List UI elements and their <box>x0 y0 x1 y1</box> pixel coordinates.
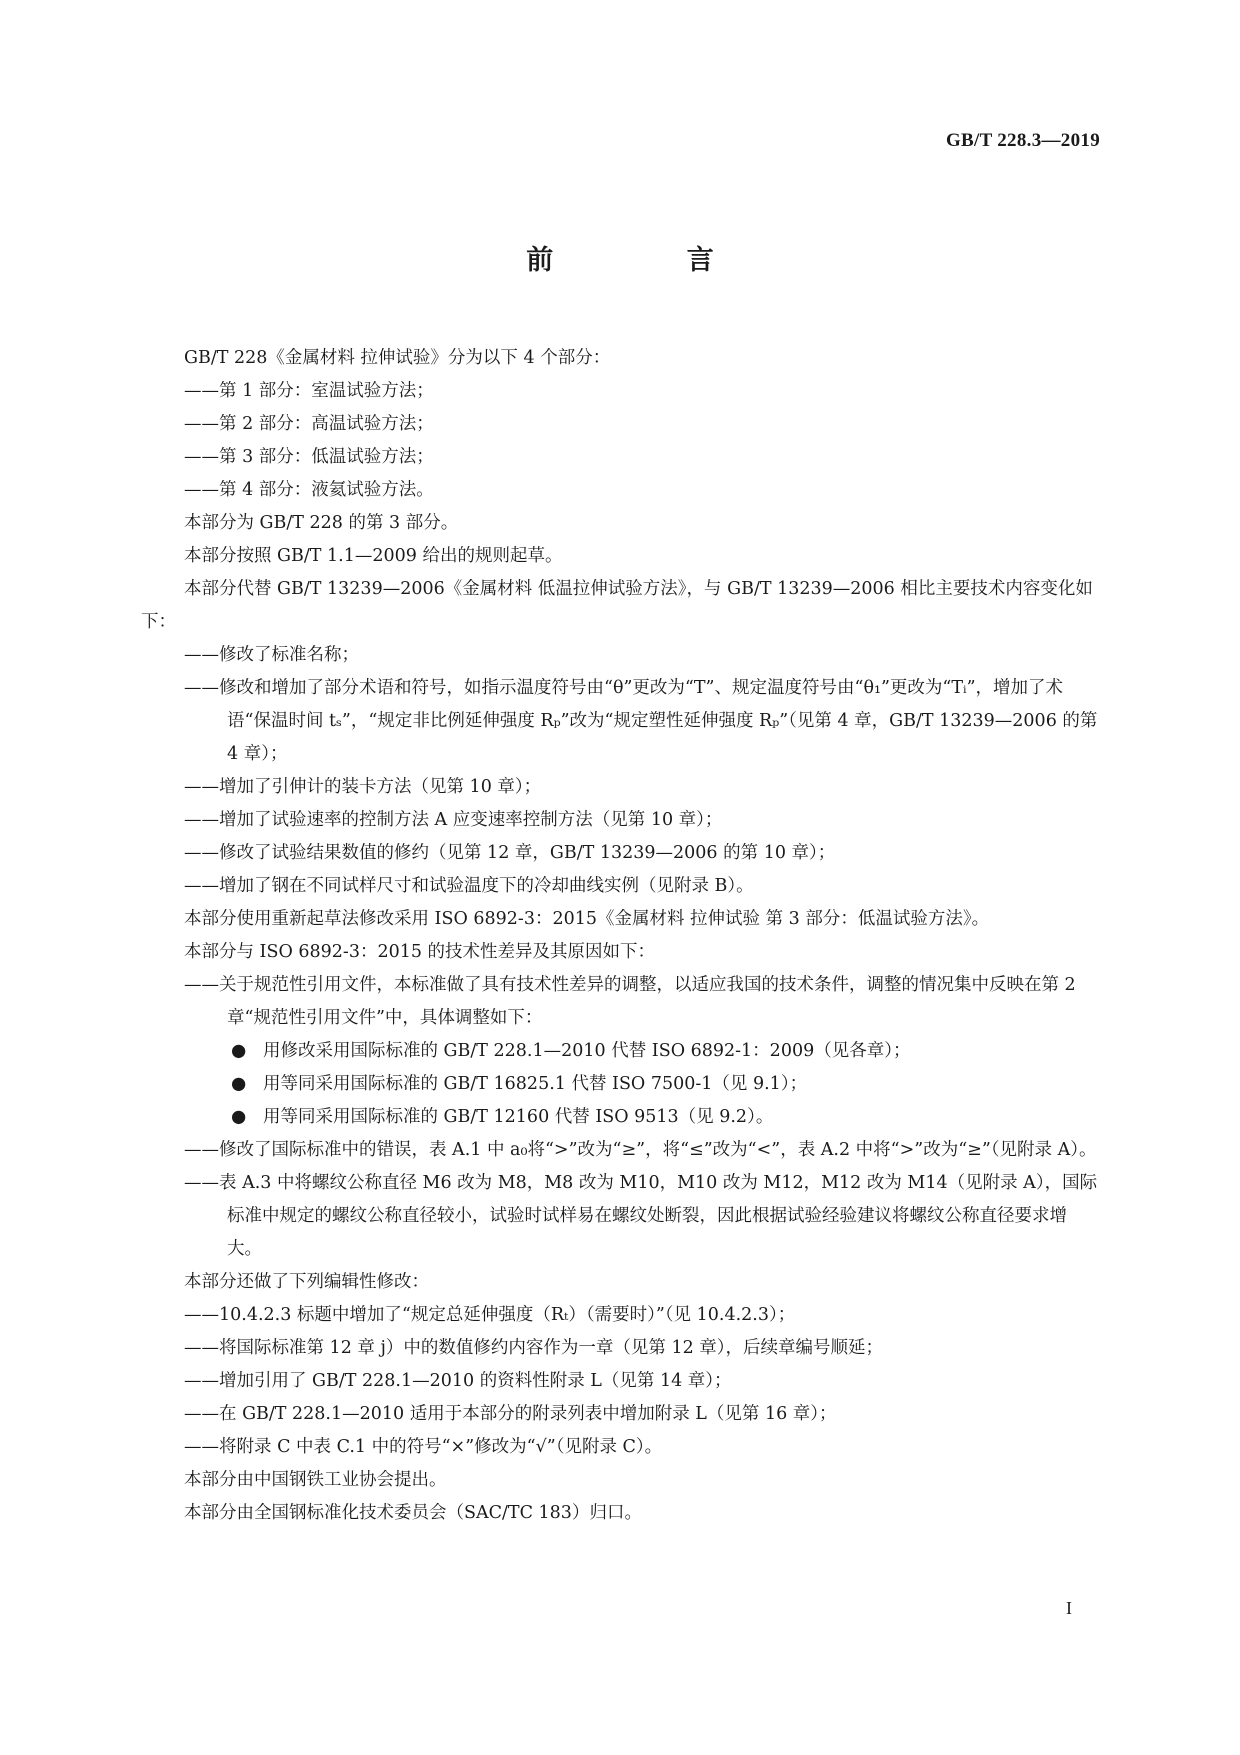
paragraph-drafting-rules: 本部分按照 GB/T 1.1—2009 给出的规则起草。 <box>184 546 563 566</box>
paragraph-proposed-by: 本部分由中国钢铁工业协会提出。 <box>184 1470 447 1490</box>
bullet-icon: ● <box>231 1041 247 1061</box>
list-item-difference: ——关于规范性引用文件，本标准做了具有技术性差异的调整，以适应我国的技术条件，调整的情况集中反映在第 2 章“规范性引用文件”中，具体调整如下： <box>184 975 1076 1028</box>
list-item-editorial: ——在 GB/T 228.1—2010 适用于本部分的附录列表中增加附录 L（见第 16 章）； <box>184 1404 837 1424</box>
bullet-icon: ● <box>231 1074 247 1094</box>
page-title: 前 言 <box>526 245 776 276</box>
list-item-change: ——修改和增加了部分术语和符号，如指示温度符号由“θ”更改为“T”、规定温度符号由“θ₁”更改为“Tᵢ”，增加了术语“保温时间 tₛ”，“规定非比例延伸强度 Rₚ”改为“规定塑性延伸强度 Rₚ”（见第 4 章，GB/T 13239—2006 的第 4 章）； <box>184 678 1098 764</box>
list-item-difference: ——修改了国际标准中的错误，表 A.1 中 a₀将“>”改为“≥”，将“≤”改为“<”，表 A.2 中将“>”改为“≥”（见附录 A）。 <box>184 1140 1097 1160</box>
bullet-item <box>141 1101 1101 1134</box>
list-item-difference: ——表 A.3 中将螺纹公称直径 M6 改为 M8，M8 改为 M10，M10 改为 M12，M12 改为 M14（见附录 A），国际标准中规定的螺纹公称直径较小，试验时试样易在螺纹处断裂，因此根据试验经验建议将螺纹公称直径要求增大。 <box>184 1173 1098 1259</box>
list-item-part-4: ——第 4 部分：液氦试验方法。 <box>184 480 434 500</box>
bullet-item <box>141 1068 1101 1101</box>
list-item-editorial: ——10.4.2.3 标题中增加了“规定总延伸强度（Rₜ）（需要时）”（见 10.4.2.3）； <box>184 1305 796 1325</box>
bullet-text: 用等同采用国际标准的 GB/T 12160 代替 ISO 9513（见 9.2）。 <box>263 1107 774 1127</box>
paragraph-replaces: 本部分代替 GB/T 13239—2006《金属材料 低温拉伸试验方法》，与 GB/T 13239—2006 相比主要技术内容变化如下： <box>141 579 1093 632</box>
list-item-editorial: ——将附录 C 中表 C.1 中的符号“×”修改为“√”（见附录 C）。 <box>184 1437 663 1457</box>
paragraph-editorial: 本部分还做了下列编辑性修改： <box>184 1272 429 1292</box>
list-item-change: ——增加了引伸计的装卡方法（见第 10 章）； <box>184 777 542 797</box>
bullet-item <box>141 1035 1101 1068</box>
list-item-part-2: ——第 2 部分：高温试验方法； <box>184 414 434 434</box>
bullet-text: 用等同采用国际标准的 GB/T 16825.1 代替 ISO 7500-1（见 9.1）； <box>263 1074 808 1094</box>
paragraph-technical-differences: 本部分与 ISO 6892-3：2015 的技术性差异及其原因如下： <box>184 942 656 962</box>
list-item-part-1: ——第 1 部分：室温试验方法； <box>184 381 434 401</box>
list-item-change: ——修改了标准名称； <box>184 645 359 665</box>
list-item-editorial: ——将国际标准第 12 章 j）中的数值修约内容作为一章（见第 12 章），后续章编号顺延； <box>184 1338 884 1358</box>
standard-number: GB/T 228.3—2019 <box>945 130 1100 151</box>
paragraph-adoption: 本部分使用重新起草法修改采用 ISO 6892-3：2015《金属材料 拉伸试验 第 3 部分：低温试验方法》。 <box>184 909 990 929</box>
list-item-change: ——修改了试验结果数值的修约（见第 12 章，GB/T 13239—2006 的第 10 章）； <box>184 843 836 863</box>
list-item-part-3: ——第 3 部分：低温试验方法； <box>184 447 434 467</box>
paragraph-part-statement: 本部分为 GB/T 228 的第 3 部分。 <box>184 513 459 533</box>
foreword-body <box>141 342 1101 1530</box>
paragraph-intro: GB/T 228《金属材料 拉伸试验》分为以下 4 个部分： <box>184 348 611 368</box>
page-number: I <box>1066 1598 1072 1618</box>
bullet-text: 用修改采用国际标准的 GB/T 228.1—2010 代替 ISO 6892-1：2009（见各章）； <box>263 1041 911 1061</box>
list-item-editorial: ——增加引用了 GB/T 228.1—2010 的资料性附录 L（见第 14 章）； <box>184 1371 732 1391</box>
list-item-change: ——增加了试验速率的控制方法 A 应变速率控制方法（见第 10 章）； <box>184 810 723 830</box>
bullet-icon: ● <box>231 1107 247 1127</box>
list-item-change: ——增加了钢在不同试样尺寸和试验温度下的冷却曲线实例（见附录 B）。 <box>184 876 754 896</box>
paragraph-under-jurisdiction: 本部分由全国钢标准化技术委员会（SAC/TC 183）归口。 <box>184 1503 642 1523</box>
